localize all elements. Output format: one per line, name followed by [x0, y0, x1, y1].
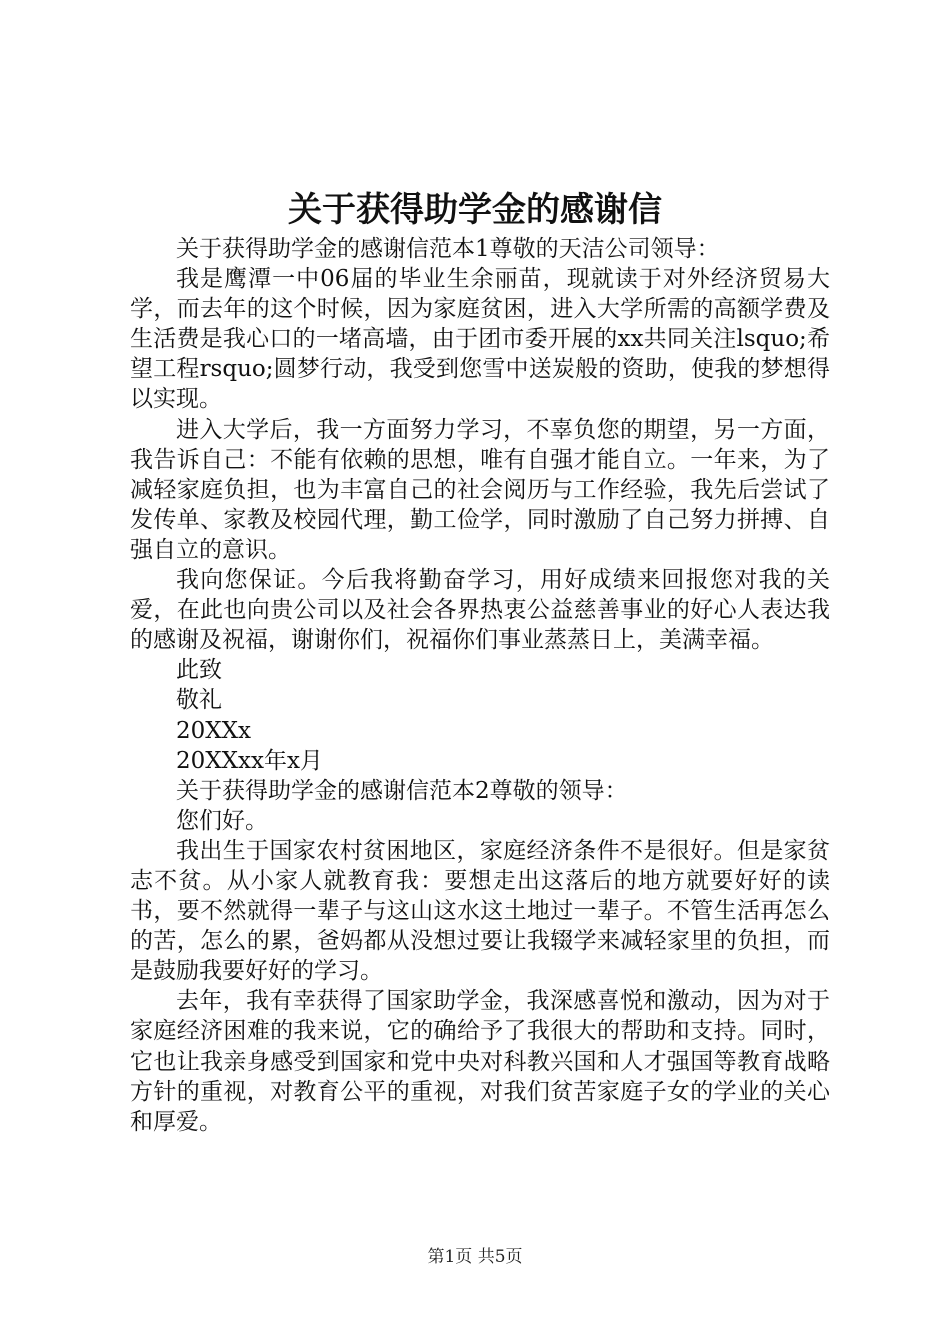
- signature-year: 20XXx: [176, 717, 251, 744]
- document-title: 关于获得助学金的感谢信: [288, 190, 662, 230]
- paragraph-4: 我向您保证。今后我将勤奋学习，用好成绩来回报您对我的关爱，在此也向贵公司以及社会各界热衷公益慈善事业的好心人表达我的感谢及祝福，谢谢你们，祝福你们事业蒸蒸日上，美满幸福。: [130, 567, 830, 654]
- paragraph-3: 进入大学后，我一方面努力学习，不辜负您的期望，另一方面，我告诉自己：不能有依赖的思想，唯有自强才能自立。一年来，为了减轻家庭负担，也为丰富自己的社会阅历与工作经验，我先后尝试了发传单、家教及校园代理，勤工俭学，同时激励了自己努力拼搏、自强自立的意识。: [130, 416, 830, 563]
- paragraph-1: 关于获得助学金的感谢信范本1尊敬的天洁公司领导：: [176, 236, 720, 262]
- closing-cizhi: 此致: [176, 657, 222, 684]
- document-body: [130, 234, 830, 1137]
- paragraph-5: 我出生于国家农村贫困地区，家庭经济条件不是很好。但是家贫志不贫。从小家人就教育我：要想走出这落后的地方就要好好的读书，要不然就得一辈子与这山这水这土地过一辈子。不管生活再怎么的苦，怎么的累，爸妈都从没想过要让我辍学来减轻家里的负担，而是鼓励我要好好的学习。: [130, 837, 830, 985]
- greeting: 您们好。: [176, 807, 268, 834]
- paragraph-sample-2-heading: 关于获得助学金的感谢信范本2尊敬的领导：: [176, 777, 628, 804]
- signature-date: 20XXxx年x月: [176, 747, 323, 774]
- paragraph-2: 我是鹰潭一中06届的毕业生余丽苗，现就读于对外经济贸易大学，而去年的这个时候，因为家庭贫困，进入大学所需的高额学费及生活费是我心口的一堵高墙，由于团市委开展的xx共同关注lsquo;希望工程rsquo;圆梦行动，我受到您雪中送炭般的资助，使我的梦想得以实现。: [130, 266, 830, 413]
- page-number: 第1页 共5页: [427, 1247, 523, 1267]
- paragraph-6: 去年，我有幸获得了国家助学金，我深感喜悦和激动，因为对于家庭经济困难的我来说，它的确给予了我很大的帮助和支持。同时，它也让我亲身感受到国家和党中央对科教兴国和人才强国等教育战略方针的重视，对教育公平的重视，对我们贫苦家庭子女的学业的关心和厚爱。: [130, 988, 830, 1135]
- closing-jingli: 敬礼: [176, 687, 222, 714]
